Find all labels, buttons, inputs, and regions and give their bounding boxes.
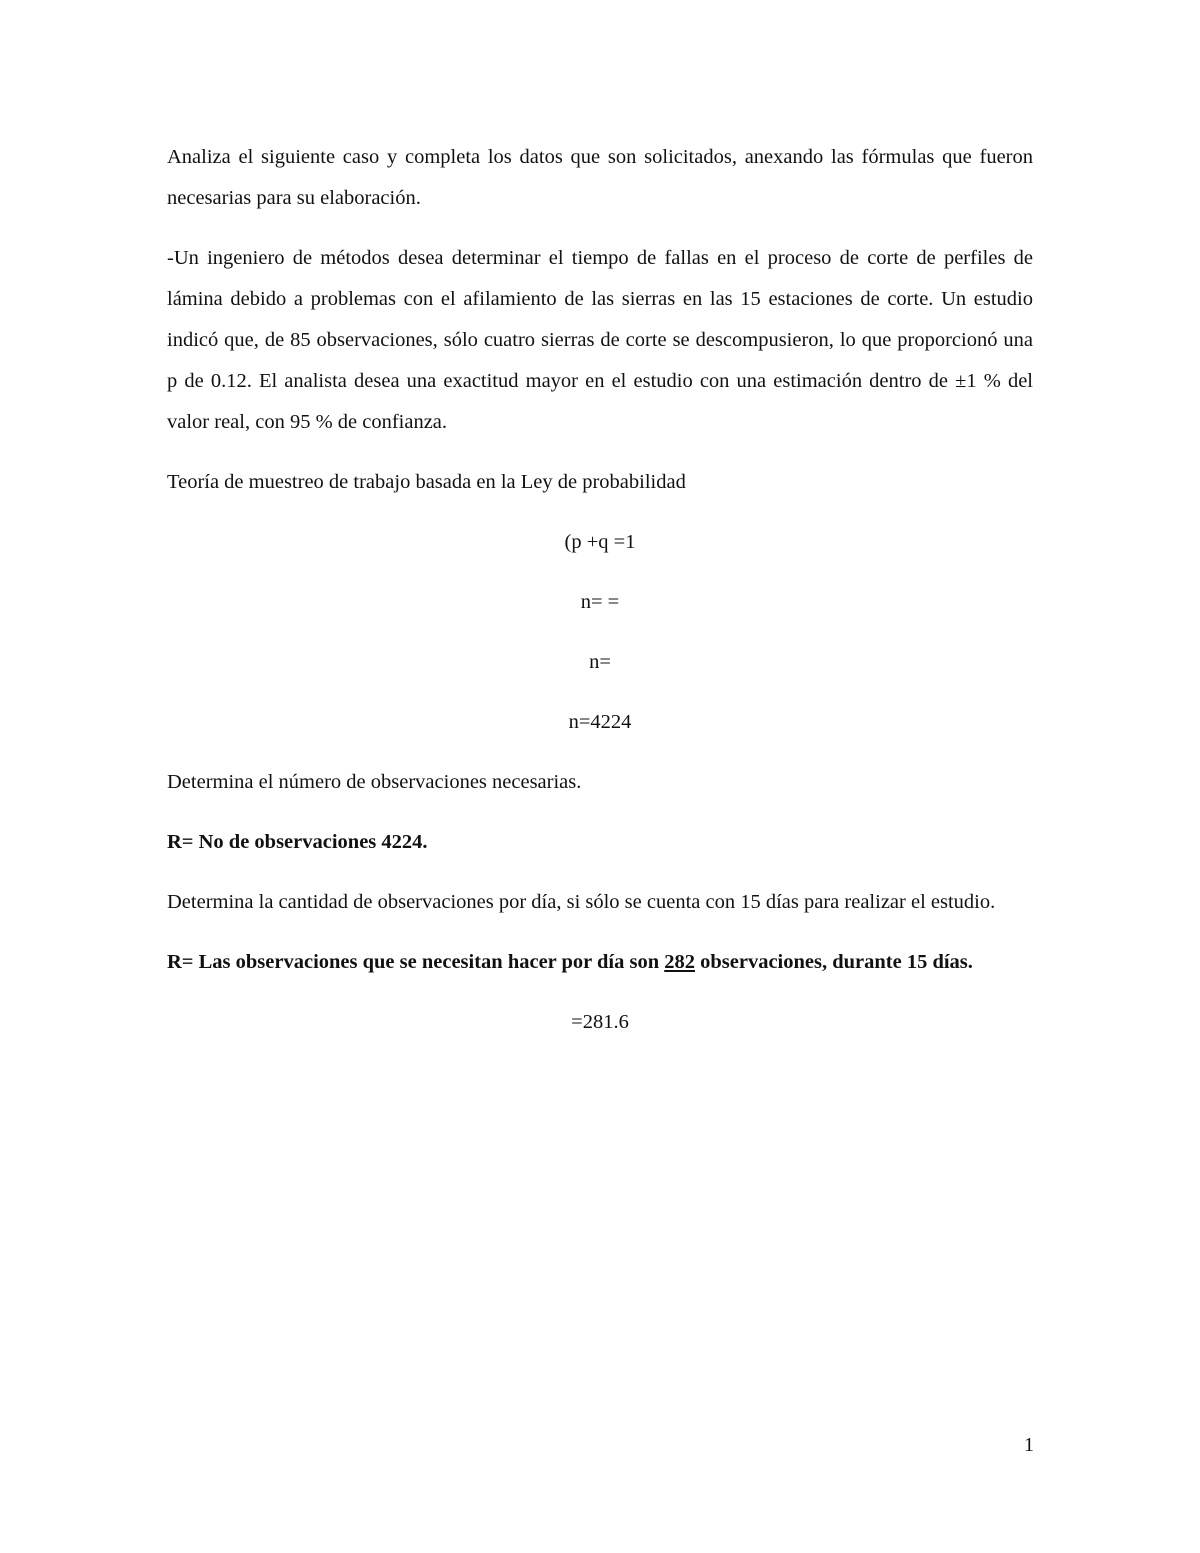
theory-paragraph: Teoría de muestreo de trabajo basada en la Ley de probabilidad [167, 471, 686, 493]
formula-sample-size-substituted: n= [589, 651, 611, 673]
page-number: 1 [1024, 1434, 1034, 1456]
answer-2-text-before: R= Las observaciones que se necesitan hacer por día son [167, 951, 665, 973]
question-1: Determina el número de observaciones necesarias. [167, 771, 582, 793]
document-body [167, 137, 1033, 1043]
answer-1: R= No de observaciones 4224. [167, 831, 428, 853]
answer-2 [167, 942, 1033, 983]
formula-sample-size-result: n=4224 [568, 711, 632, 733]
result-formula: =281.6 [571, 1011, 629, 1033]
case-paragraph: -Un ingeniero de métodos desea determinar el tiempo de fallas en el proceso de corte de perfiles de lámina debido a problemas con el afilamiento de las sierras en las 15 estaciones de corte. Un estudio indicó que, de 85 observaciones, sólo cuatro sierras de corte se descompusieron, lo que proporcionó una p de 0.12. El analista desea una exactitud mayor en el estudio con una estimación dentro de ±1 % del valor real, con 95 % de confianza. [167, 247, 1033, 433]
question-2: Determina la cantidad de observaciones por día, si sólo se cuenta con 15 días para realizar el estudio. [167, 891, 996, 913]
answer-2-text-after: observaciones, durante 15 días. [695, 951, 973, 973]
formula-sample-size: n= = [580, 591, 620, 613]
answer-2-underlined-value: 282 [664, 951, 695, 973]
formula-probability: (p +q =1 [564, 531, 636, 553]
intro-paragraph: Analiza el siguiente caso y completa los datos que son solicitados, anexando las fórmulas que fueron necesarias para su elaboración. [167, 146, 1033, 209]
